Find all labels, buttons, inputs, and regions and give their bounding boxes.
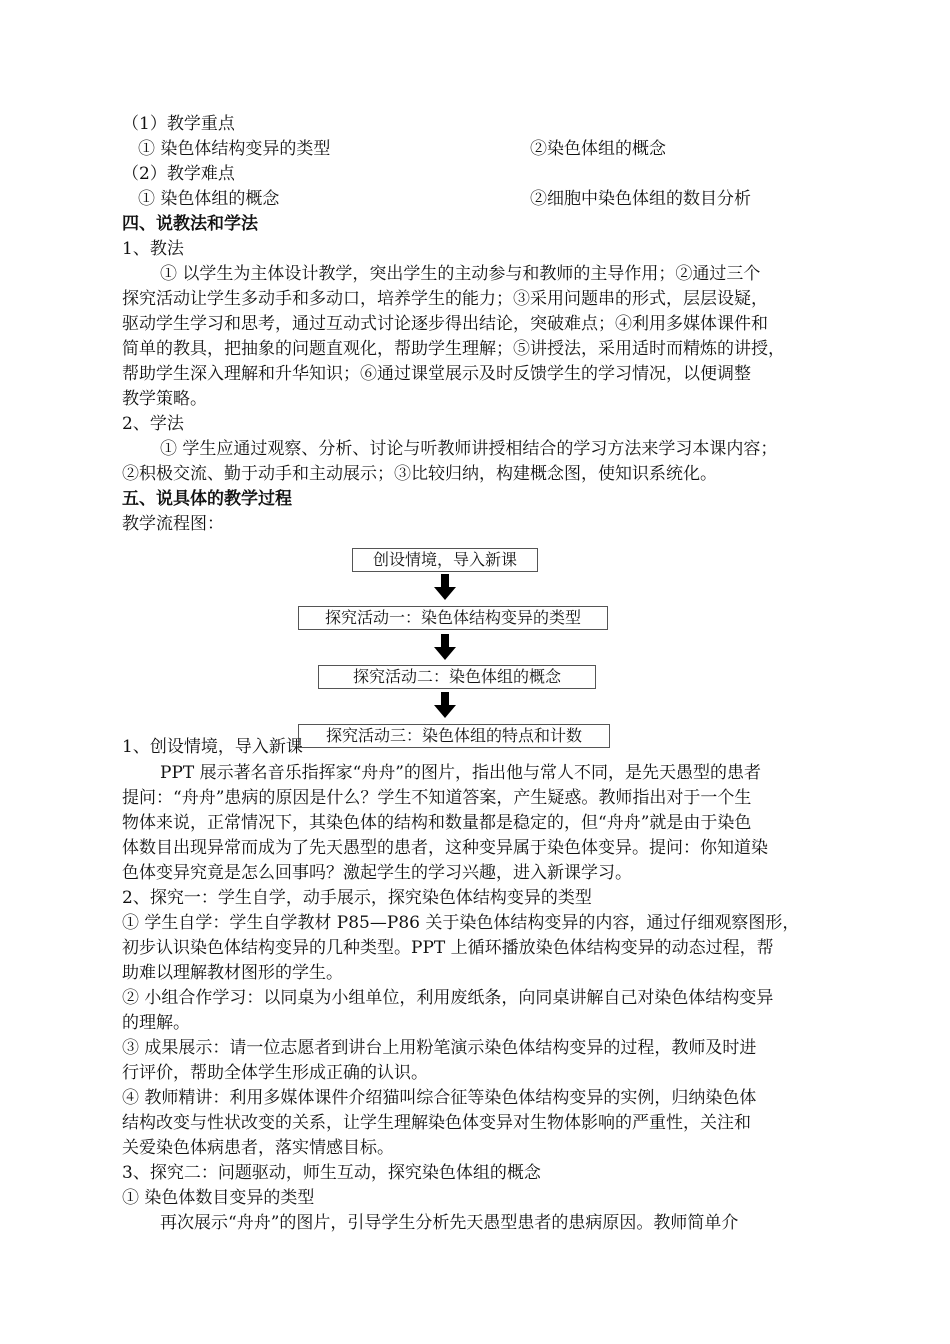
step1-heading: 1、创设情境，导入新课 bbox=[122, 737, 303, 757]
flow-step-2: 探究活动一：染色体结构变异的类型 bbox=[298, 606, 608, 630]
key-points-heading: （1）教学重点 bbox=[122, 114, 235, 134]
key-point-1: ① 染色体结构变异的类型 bbox=[138, 139, 331, 159]
down-arrow-icon bbox=[434, 634, 456, 660]
step3-heading: 3、探究二：问题驱动，师生互动，探究染色体组的概念 bbox=[122, 1163, 541, 1183]
step1-line: 体数目出现异常而成为了先天愚型的患者，这种变异属于染色体变异。提问：你知道染 bbox=[122, 838, 768, 858]
difficult-point-1: ① 染色体组的概念 bbox=[138, 189, 280, 209]
flow-step-3: 探究活动二：染色体组的概念 bbox=[318, 665, 596, 689]
teaching-method-heading: 1、教法 bbox=[122, 239, 184, 259]
key-point-2: ②染色体组的概念 bbox=[530, 139, 666, 159]
learning-method-line: ① 学生应通过观察、分析、讨论与听教师讲授相结合的学习方法来学习本课内容； bbox=[160, 439, 778, 459]
step2-line: 初步认识染色体结构变异的几种类型。PPT 上循环播放染色体结构变异的动态过程，帮 bbox=[122, 938, 774, 958]
step2-line: 行评价，帮助全体学生形成正确的认识。 bbox=[122, 1063, 428, 1083]
step2-line: 助难以理解教材图形的学生。 bbox=[122, 963, 343, 983]
step1-line: 提问：“舟舟”患病的原因是什么？学生不知道答案，产生疑惑。教师指出对于一个生 bbox=[122, 788, 752, 808]
step2-line: ③ 成果展示：请一位志愿者到讲台上用粉笔演示染色体结构变异的过程，教师及时进 bbox=[122, 1038, 757, 1058]
flow-label: 教学流程图： bbox=[122, 514, 224, 534]
teaching-method-line: 驱动学生学习和思考，通过互动式讨论逐步得出结论，突破难点；④利用多媒体课件和 bbox=[122, 314, 768, 334]
difficult-points-row bbox=[138, 187, 751, 212]
step2-line: 关爱染色体病患者，落实情感目标。 bbox=[122, 1138, 394, 1158]
section4-title: 四、说教法和学法 bbox=[122, 214, 258, 234]
step2-line: ② 小组合作学习：以同桌为小组单位，利用废纸条，向同桌讲解自己对染色体结构变异 bbox=[122, 988, 774, 1008]
step1-line: 物体来说，正常情况下，其染色体的结构和数量都是稳定的，但“舟舟”就是由于染色 bbox=[122, 813, 752, 833]
learning-method-line: ②积极交流、勤于动手和主动展示；③比较归纳，构建概念图，使知识系统化。 bbox=[122, 464, 717, 484]
flow-step-4: 探究活动三：染色体组的特点和计数 bbox=[298, 724, 610, 748]
step1-line: PPT 展示著名音乐指挥家“舟舟”的图片，指出他与常人不同，是先天愚型的患者 bbox=[160, 763, 761, 783]
difficult-points-heading: （2）教学难点 bbox=[122, 164, 235, 184]
step3-subheading: ① 染色体数目变异的类型 bbox=[122, 1188, 315, 1208]
teaching-method-line: ① 以学生为主体设计教学，突出学生的主动参与和教师的主导作用；②通过三个 bbox=[160, 264, 761, 284]
down-arrow-icon bbox=[434, 574, 456, 600]
step2-line: ① 学生自学：学生自学教材 P85—P86 关于染色体结构变异的内容，通过仔细观察图形， bbox=[122, 913, 800, 933]
learning-method-heading: 2、学法 bbox=[122, 414, 184, 434]
flow-step-1: 创设情境，导入新课 bbox=[352, 548, 538, 572]
teaching-method-line: 简单的教具，把抽象的问题直观化，帮助学生理解；⑤讲授法，采用适时而精炼的讲授， bbox=[122, 339, 785, 359]
difficult-point-2: ②细胞中染色体组的数目分析 bbox=[530, 189, 751, 209]
teaching-method-line: 教学策略。 bbox=[122, 389, 207, 409]
teaching-method-line: 探究活动让学生多动手和多动口，培养学生的能力；③采用问题串的形式，层层设疑， bbox=[122, 289, 768, 309]
step2-line: 结构改变与性状改变的关系，让学生理解染色体变异对生物体影响的严重性，关注和 bbox=[122, 1113, 751, 1133]
step2-line: 的理解。 bbox=[122, 1013, 190, 1033]
step2-heading: 2、探究一：学生自学，动手展示，探究染色体结构变异的类型 bbox=[122, 888, 592, 908]
down-arrow-icon bbox=[434, 692, 456, 718]
key-points-row bbox=[138, 137, 666, 162]
section5-title: 五、说具体的教学过程 bbox=[122, 489, 292, 509]
teaching-method-line: 帮助学生深入理解和升华知识；⑥通过课堂展示及时反馈学生的学习情况，以便调整 bbox=[122, 364, 751, 384]
step3-line: 再次展示“舟舟”的图片，引导学生分析先天愚型患者的患病原因。教师简单介 bbox=[160, 1213, 739, 1233]
step2-line: ④ 教师精讲：利用多媒体课件介绍猫叫综合征等染色体结构变异的实例，归纳染色体 bbox=[122, 1088, 757, 1108]
step1-line: 色体变异究竟是怎么回事吗？激起学生的学习兴趣，进入新课学习。 bbox=[122, 863, 632, 883]
